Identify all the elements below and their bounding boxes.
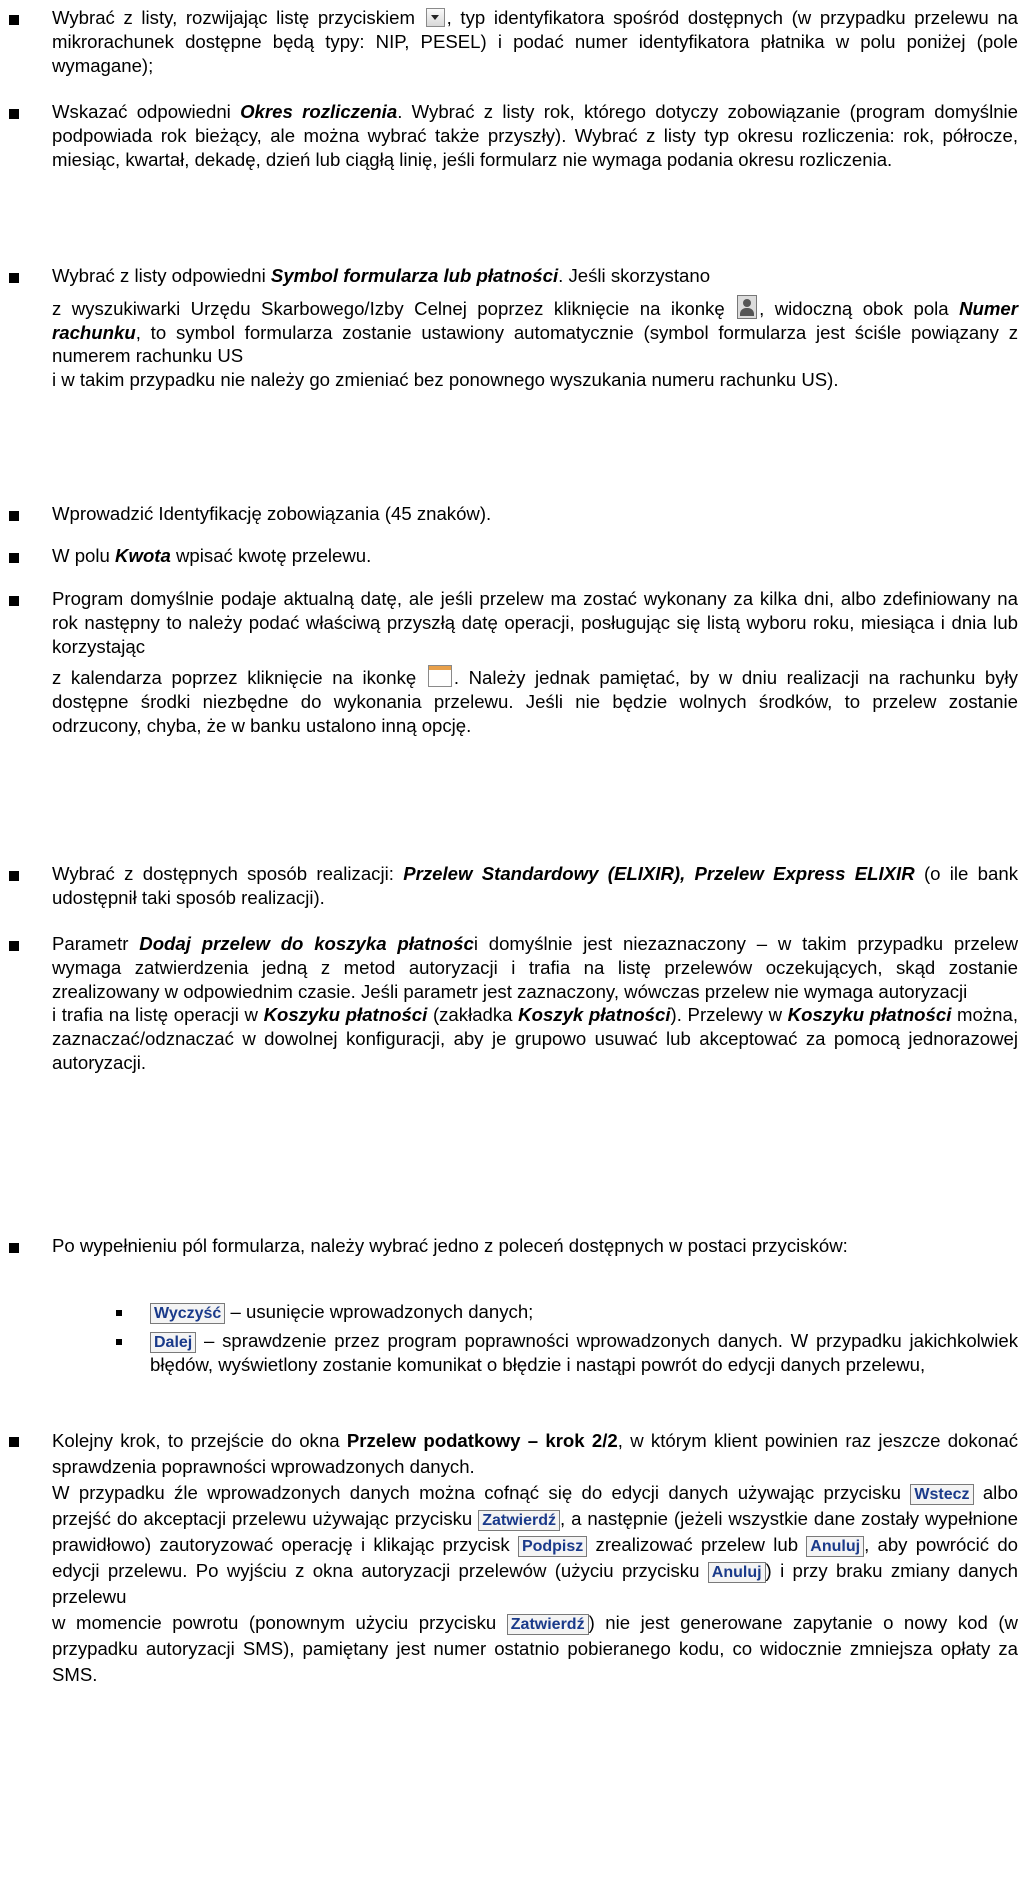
list-item-text: Wprowadzić Identyfikację zobowiązania (45 znaków). bbox=[52, 503, 492, 524]
list-item-text: Po wypełnieniu pól formularza, należy wybrać jedno z poleceń dostępnych w postaci przycisków: bbox=[52, 1235, 848, 1256]
back-button[interactable]: Wstecz bbox=[910, 1484, 973, 1505]
list-item-text: W polu Kwota wpisać kwotę przelewu. bbox=[52, 545, 372, 566]
bullet-marker bbox=[9, 1243, 19, 1253]
bullet-marker bbox=[9, 109, 19, 119]
bullet-marker bbox=[9, 511, 19, 521]
bullet-marker bbox=[9, 941, 19, 951]
list-item-text: Kolejny krok, to przejście do okna Przelew podatkowy – krok 2/2, w którym klient powinien raz jeszcze dokonać sprawdzenia poprawności wprowadzonych danych. W przypadku źle wprowadzonych danych można cofnąć się do edycji danych używając przycisku Wstecz albo przejść do akceptacji przelewu używając przycisku Zatwierdź , a następnie (jeżeli wszystkie dane zostały wypełnione prawidłowo) zautoryzować operację i klikając przycisk Podpisz zrealizować przelew lub Anuluj , aby powrócić do edycji przelewu. Po wyjściu z okna autoryzacji przelewów (użyciu przycisku Anuluj ) i przy braku zmiany danych przelewu w momencie powrotu (ponownym użyciu przycisku Zatwierdź ) nie jest generowane zapytanie o nowy kod (w przypadku autoryzacji SMS), pamiętany jest numer ostatnio pobieranego kodu, co widocznie zmniejsza opłaty za SMS. bbox=[52, 1430, 1019, 1685]
list-item-text: Wskazać odpowiedni Okres rozliczenia. Wybrać z listy rok, którego dotyczy zobowiązanie (program domyślnie podpowiada rok bieżący, ale można wybrać także przyszły). Wybrać z listy typ okresu rozliczenia: rok, półrocze, miesiąc, kwartał, dekadę, dzień lub ciągłą linię, jeśli formularz nie wymaga podania okresu rozliczenia. bbox=[52, 101, 1019, 170]
cancel-button[interactable]: Anuluj bbox=[708, 1562, 766, 1583]
list-item-text: Parametr Dodaj przelew do koszyka płatności domyślnie jest niezaznaczony – w takim przypadku przelew wymaga zatwierdzenia jedną z metod autoryzacji i trafia na listę przelewów oczekujących, skąd zostanie zrealizowany w odpowiednim czasie. Jeśli parametr jest zaznaczony, wówczas przelew nie wymaga autoryzacji i trafia na listę operacji w Koszyku płatności (zakładka Koszyk płatności). Przelewy w Koszyku płatności można, zaznaczać/odznaczać w dowolnej konfiguracji, aby je grupowo usuwać lub akceptować za pomocą jednorazowej autoryzacji. bbox=[52, 933, 1019, 1073]
sub-list-item: Dalej – sprawdzenie przez program poprawności wprowadzonych danych. W przypadku jakichkolwiek błędów, wyświetlony zostanie komunikat o błędzie i nastąpi powrót do edycji danych przelewu, bbox=[150, 1330, 1018, 1375]
dropdown-arrow-icon bbox=[426, 8, 445, 27]
list-item-text: Wybrać z listy, rozwijając listę przyciskiem , typ identyfikatora spośród dostępnych (w przypadku przelewu na mikrorachunek dostępne będą typy: NIP, PESEL) i podać numer identyfikatora płatnika w polu poniżej (pole wymagane); bbox=[52, 7, 1019, 76]
list-item-text: Wybrać z listy odpowiedni Symbol formularza lub płatności. Jeśli skorzystano z wyszukiwarki Urzędu Skarbowego/Izby Celnej poprzez kliknięcie na ikonkę , widoczną obok pola Numer rachunku, to symbol formularza zostanie ustawiony automatycznie (symbol formularza jest ściśle powiązany z numerem rachunku US i w takim przypadku nie należy go zmieniać bez ponownego wyszukania numeru rachunku US). bbox=[52, 265, 1018, 391]
sub-bullet-marker bbox=[116, 1310, 122, 1316]
sub-bullet-marker bbox=[116, 1339, 122, 1345]
confirm-button[interactable]: Zatwierdź bbox=[507, 1614, 589, 1635]
calendar-icon[interactable] bbox=[428, 665, 452, 687]
next-button[interactable]: Dalej bbox=[150, 1332, 196, 1353]
list-item-text: Program domyślnie podaje aktualną datę, ale jeśli przelew ma zostać wykonany za kilka dni, albo zdefiniowany na rok następny to należy podać właściwą przyszłą datę operacji, posługując się listą wyboru roku, miesiąca i dnia lub korzystając z kalendarza poprzez kliknięcie na ikonkę . Należy jednak pamiętać, by w dniu realizacji na rachunku były dostępne środki niezbędne do wykonania przelewu. Jeśli nie będzie wolnych środków, to przelew zostanie odrzucony, chyba, że w banku ustalono inną opcję. bbox=[52, 588, 1018, 736]
confirm-button[interactable]: Zatwierdź bbox=[478, 1510, 560, 1531]
bullet-marker bbox=[9, 871, 19, 881]
clear-button[interactable]: Wyczyść bbox=[150, 1303, 225, 1324]
cancel-button[interactable]: Anuluj bbox=[806, 1536, 864, 1557]
sub-list-item: Wyczyść – usunięcie wprowadzonych danych; bbox=[150, 1300, 1018, 1324]
bullet-marker bbox=[9, 15, 19, 25]
sign-button[interactable]: Podpisz bbox=[518, 1536, 587, 1557]
bullet-marker bbox=[9, 553, 19, 563]
bullet-marker bbox=[9, 596, 19, 606]
list-item-text: Wybrać z dostępnych sposób realizacji: Przelew Standardowy (ELIXIR), Przelew Express ELIXIR (o ile bank udostępnił taki sposób realizacji). bbox=[52, 863, 1018, 908]
bullet-marker bbox=[9, 273, 19, 283]
bullet-marker bbox=[9, 1437, 19, 1447]
person-search-icon[interactable] bbox=[737, 295, 757, 319]
